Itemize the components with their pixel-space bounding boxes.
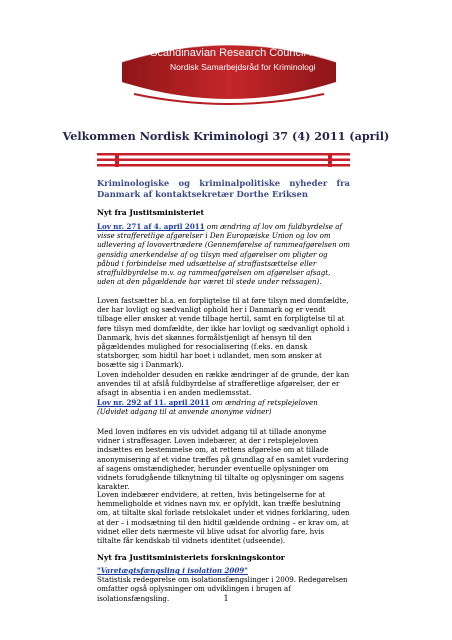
scandinavian-research-council-logo <box>120 34 338 110</box>
law-292-link[interactable]: Lov nr. 292 af 11. april 2011 <box>97 398 210 407</box>
page-title: Velkommen Nordisk Kriminologi 37 (4) 2011 (april) <box>62 129 390 143</box>
law-entry-271 <box>97 222 350 286</box>
paragraph-anonyme-vidner: Med loven indføres en vis udvidet adgang til at tillade anonyme vidner i straffesager. Loven indebærer, at der i retsplejeloven indsættes en bestemmelse om, at rettens afgørelse om at tillade anonymisering af et vidne træffes på grundlag af en samlet vurdering af sagens omstændigheder, herunder eventuelle oplysninger om vidnets forudgående tilknytning til tiltalte og oplysninger om sagens karakter. <box>97 427 349 492</box>
logo-line-2: Nordisk Samarbejdsråd for Kriminologi <box>170 62 316 72</box>
subheading-justitsministeriet: Nyt fra Justitsministeriet <box>97 208 205 217</box>
flag-stripe-divider <box>97 153 350 167</box>
section-heading: Kriminologiske og kriminalpolitiske nyheder fra Danmark af kontaktsekretær Dorthe Eriksen <box>97 178 350 199</box>
law-271-link[interactable]: Lov nr. 271 af 4. april 2011 <box>97 222 205 231</box>
report-description: Statistisk redegørelse om isolationsfængslinger i 2009. Redegørelsen omfatter også oplysninger om udviklingen i brugen af isolationsfængsling. <box>97 575 348 603</box>
report-link[interactable]: "Varetægtsfængsling i isolation 2009" <box>97 566 248 575</box>
law-292-description: om ændring af retsplejeloven (Udvidet adgang til at anvende anonyme vidner) <box>97 398 318 417</box>
subheading-forskningskontor: Nyt fra Justitsministeriets forskningskontor <box>97 553 285 562</box>
paragraph-vidnets-forklaring: Loven indebærer endvidere, at retten, hvis betingelserne for at hemmeligholde et vidnes navn mv. er opfyldt, kan træffe beslutning om, at tiltalte skal forlade retslokalet under et vidnes forklaring, uden at der – i modsætning til den hidtil gældende ordning – er krav om, at vidnet eller dets nærmeste vil blive udsat for alvorlig fare, hvis tiltalte får kendskab til vidnets identitet (udseende). <box>97 490 350 546</box>
paragraph-aendringer: Loven indeholder desuden en række ændringer af de grunde, der kan anvendes til at afslå fuldbyrdelse af strafferetlige afgørelser, der er afsagt in absentia i en anden medlemsstat. <box>97 370 350 398</box>
logo-line-1: Scandinavian Research Council for Criminology <box>150 47 383 59</box>
paragraph-tilsyn: Loven fastsætter bl.a. en forpligtelse til at føre tilsyn med domfældte, der har lovligt og sædvanligt ophold her i Danmark og er vendt tilbage eller ønsker at vende tilbage hertil, samt en forpligtelse til at føre tilsyn med domfældte, der ikke har lovligt og sædvanligt ophold i Danmark, hvis det skønnes formålstjenligt af hensyn til den pågældendes mulighed for resocialisering (f.eks. en dansk statsborger, som hidtil har boet i udlandet, men som ønsker at bosætte sig i Danmark). <box>97 296 350 370</box>
law-entry-292 <box>97 398 350 416</box>
law-271-description: om ændring af lov om fuldbyrdelse af visse strafferetlige afgørelser i Den Europæiske Union og lov om udlevering af lovovertrædere (Gennemførelse af rammeafgørelsen om gensidig anerkendelse af og tilsyn med afgørelser om pligter og påbud i forbindelse med udsættelse af straffastsættelse eller straffuldbyrdelse m.v. og rammeafgørelsen om afgørelser afsagt, uden at den pågældende har været til stede under retssagen). <box>97 222 350 287</box>
page-number: 1 <box>223 594 229 603</box>
